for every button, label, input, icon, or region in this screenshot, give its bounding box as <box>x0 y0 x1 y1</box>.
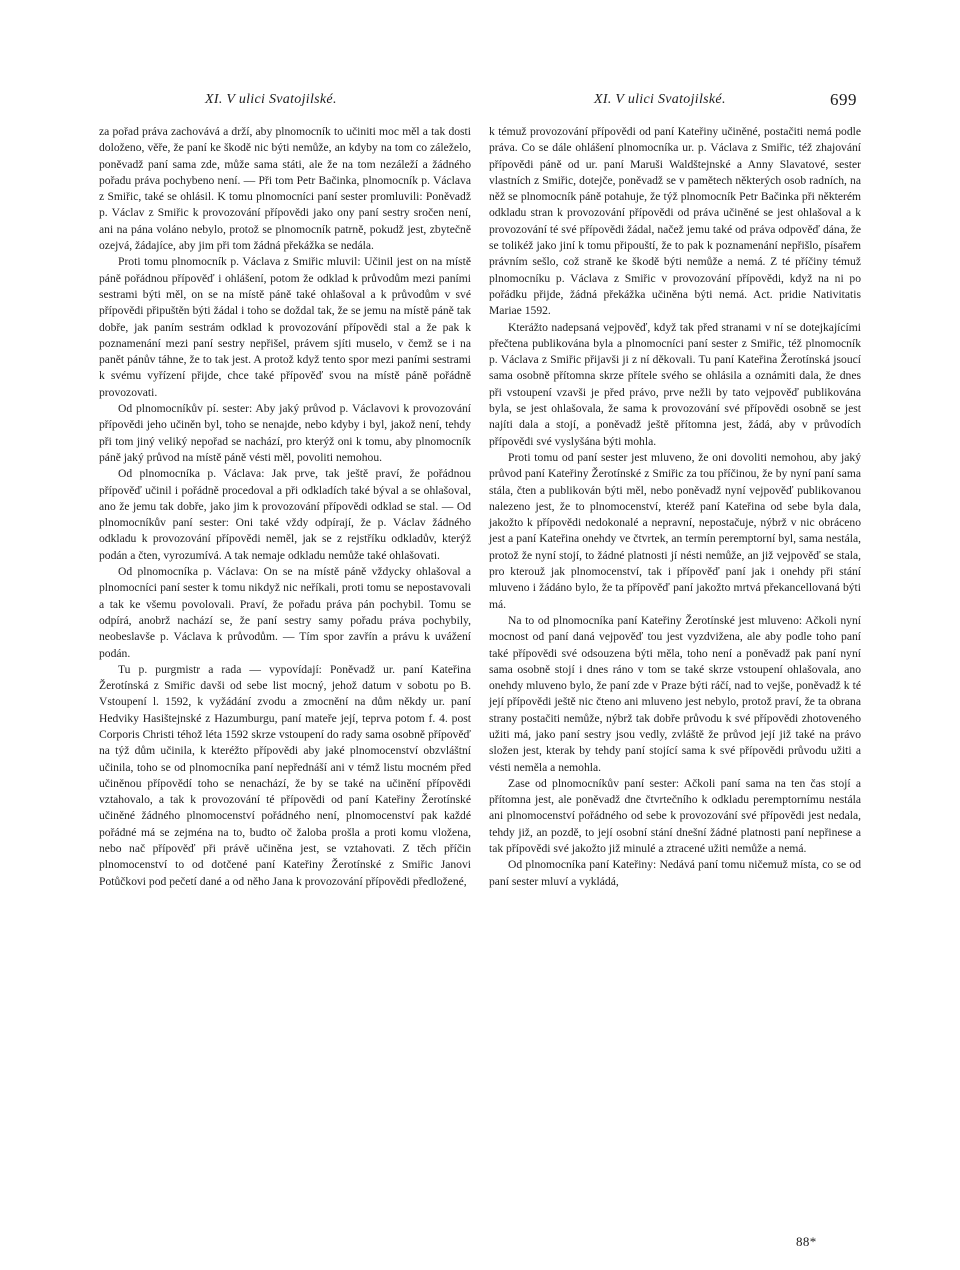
page-number: 699 <box>830 90 857 109</box>
paragraph: Proti tomu plnomocník p. Václava z Smiřic mluvil: Učinil jest on na místě páně pořádnou přípověď i ohlášení, potom že odklad k průvodům mezi paními sestrami býti měl, on se na místě páně také ohlašoval a k průvodům v své přípovědi připuštěn býti žádal i toho se doždal tak, že se jemu na místě páně tak dobře, jak paním sestrám odklad k provozování přípovědi stal a že pak k poznamenání mezi paní sestry nepřišel, právem sjíti muselo, v čemž se i na panět pánův táhne, že to tak jest. A protož když tento spor mezi paními sestrami k svému vyřízení přijde, chce také přípověď svou na místě páně pořádně provozovati. <box>99 255 471 399</box>
running-head-left: XI. V ulici Svatojilské. <box>205 92 337 107</box>
paragraph: Od plnomocníka p. Václava: On se na místě páně vždycky ohlašoval a plnomocníci paní sester k tomu nikdyž nic neříkali, proti tomu se nepostavovali a tak ke všemu povolovali. Praví, že pořadu práva pán pochybil. Tomu se odpírá, anobrž nachází se, že paní sestry samy pořadu práva pochybily, neobeslavše p. Václava k průvodům. — Tím spor zavřín a právu k uvážení podán. <box>99 565 471 660</box>
paragraph: Na to od plnomocníka paní Kateřiny Žerotínské jest mluveno: Ačkoli nyní mocnost od paní daná vejpověď tou jest vyzdvižena, ale aby podle toho paní také přípovědi své odsouzena býti měla, toho není a poněvadž pak paní nyní sama osobně stojí i dnes ráno v tom se také skrze vstoupení ohlašovala, ano onehdy mluveno bylo, že paní zde v Praze býti ráčí, nad to vejše, poněvadž k té její přípovědi ještě nic čteno ani mluveno jest nebylo, protož praví, že ta obrana strany postačiti nemůže, nýbrž tak dobře průvodu k své přípovědi zhotoveného užiti má, jako paní sestry jsou vedly, zvláště že průvod její již také na právo složen jest, kterak by tehdy paní stojící sama k své přípovědi průvodu užiti a vésti neměla a nemohla. <box>489 613 861 774</box>
paragraph: Tu p. purgmistr a rada — vypovídají: Poněvadž ur. paní Kateřina Žerotínská z Smiřic davši od sebe list mocný, jehož datum v sobotu po B. Vstoupení l. 1592, k vyžádání zvodu a zmocnění na dům někdy ur. paní Hedviky Hasištejnské z Hazumburgu, paní mateře její, teprva potom f. 4. post Corporis Christi téhož léta 1592 skrze vstoupení do rady sama osobně přípověď na týž dům učinila, k kteréžto přípovědi aby jaké plnomocenství obzvláštní učinila, toho se od plnomocníka paní nepřednáší ani v témž listu mocném před učiněnou přípovědí toho se nenachází, že by se také na učinění přípovědi vztahovalo, a tak k provozování té přípovědi od paní Kateřiny Žerotínské učiněné žádného plnomocenství pořádného není, plnomocenství pak každé pořádné má se zejména na to, budto oč žaloba prošla a proti komu vložena, nebo nač přípověď při právě učiněna jest, se vztahovati. Z těch příčin plnomocenství to od dotčené paní Kateřiny Žerotínské z Smiřic Janovi Potůčkovi pod pečetí dané a od něho Jana k provozování přípovědi předložené, <box>99 662 471 888</box>
paragraph: Proti tomu od paní sester jest mluveno, že oni dovoliti nemohou, aby jaký průvod paní Kateřiny Žerotínské z Smiřic za tou příčinou, že by nyní paní sama stála, čten a publikován býti měl, nebo poněvadž nyní vejpověď publikovanou nalezeno jest, že to plnomocenství, kteréž paní Kateřina od sebe byla dala, jakožto k přípovědi nedokonalé a nepravní, nepostačuje, nýbrž v nic obráceno jest a paní Kateřina onehdy ve čtvrtek, an termín peremptorní byl, sama nestála, protož že nyní stojí, to žádné platnosti jí nésti nemůže, an již vejpověď se stala, pro kterouž jak plnomocenství, tak i přípověď paní jak i onehdy při stání mluveno i žádáno bylo, že ta přípověď paní jakožto mrtvá překancellovaná býti má. <box>489 450 861 611</box>
printer-signature-mark: 88* <box>796 1234 817 1249</box>
right-column <box>489 124 861 890</box>
left-column <box>99 124 471 890</box>
paragraph: k témuž provozování přípovědi od paní Kateřiny učiněné, postačiti nemá podle práva. Co se dále ohlášení plnomocníka ur. p. Václava z Smiřic, též zhajování přípovědi páně od ur. paní Maruši Waldštejnské a Anny Slavatové, sester vlastních z Smiřic, dotejče, poněvadž se v pamětech některých osob radních, na něž se plnomocník páně potahuje, že týž plnomocník Petr Bačinka při některém odkladu stran k provozování přípovědi od práva učiněné se jest ohlašoval a k provozování té své přípovědi žádal, načež jemu také od práva odpověď dána, že se tolikéž jako jiní k tomu připouští, že to pak k poznamenání nepřišlo, písařem právním sešlo, což straně ke škodě býti nemůže a nemá. Z té příčiny témuž plnomocníku p. Václava z Smiřic v provozování přípovědi, když na ni po pořádku přijde, žádná překážka učiněna býti nemá. Act. pridie Nativitatis Mariae 1592. <box>489 125 861 318</box>
paragraph: Kterážto nadepsaná vejpověď, když tak před stranami v ní se dotejkajícími přečtena publikována byla a plnomocníci paní sester z Smiřic, též plnomocník p. Václava z Smiřic přijavši ji z ní děkovali. Tu paní Kateřina Žerotínská jsoucí sama osobně přítomna skrze přítele svého se ohlásila a oznámiti dala, že dnes při vstoupení vzavši je před právo, prve nežli by tato vejpověď publikována byla, se jest ohlašovala, že sama k provozování své přípovědi osobně se jest najíti dala a stojí, a poněvadž ještě přítomna jest, žádá, aby v průvodích přípovědi své vyslyšána býti mohla. <box>489 320 861 448</box>
paragraph: za pořad práva zachovává a drží, aby plnomocník to učiniti moc měl a tak dosti doloženo, věře, že paní ke škodě nic býti nemůže, an kdyby na tom co záleželo, poněvadž paní sama zde, může sama státi, ale že na tom nezáleží a žádného pořadu práva pochybeno není. — Při tom Petr Bačinka, plnomocník p. Václava z Smiřic, také se ohlásil. K tomu plnomocníci paní sester promluvili: Poněvadž p. Václav z Smiřic k provozování přípovědi jako ony paní sestry sročen není, ani na pána voláno nebylo, protož se plnomocník patrně, pokudž jest, zbytečně ozejvá, žádajíce, aby jim při tom žádná překážka se nedála. <box>99 125 471 253</box>
paragraph: Od plnomocníka paní Kateřiny: Nedává paní tomu ničemuž místa, co se od paní sester mluví a vykládá, <box>489 858 861 888</box>
paragraph: Zase od plnomocníkův paní sester: Ačkoli paní sama na ten čas stojí a přítomna jest, ale poněvadž dne čtvrtečního k odkladu peremptornímu nestála ani plnomocenství pořádného od sebe k provozování své přípovědi jest nedala, tehdy již, an pozdě, to její osobní stání dnešní žádné platnosti paní nepřinese a tak přípovědi své jakožto již minulé a ztracené užiti nemůže a nemá. <box>489 776 861 856</box>
paragraph: Od plnomocníkův pí. sester: Aby jaký průvod p. Václavovi k provozování přípovědi jeho učiněn byl, toho se nenajde, nebo kdyby i byl, jakož není, tehdy při tom jiný veliký nepořad se nachází, pro kterýž oni k tomu, aby plnomocník páně jaký průvod na místě páně vésti měl, povoliti nemohou. <box>99 402 471 464</box>
paragraph: Od plnomocníka p. Václava: Jak prve, tak ještě praví, že pořádnou přípověď učinil i pořádně procedoval a při odkladích také býval a se ohlašoval, ano že jemu tak dobře, jako jim k provozování přípovědi odklad se stal. — Od plnomocníkův paní sester: Oni také vždy odpírají, že p. Václav žádného odkladu k provozování přípovědi neměl, jak se z rejstříku odkladův, kterýž podán a čten, vyrozumívá. A tak nemaje odkladu nemůže také ohlašovati. <box>99 467 471 562</box>
running-head-right: XI. V ulici Svatojilské. <box>594 92 726 107</box>
